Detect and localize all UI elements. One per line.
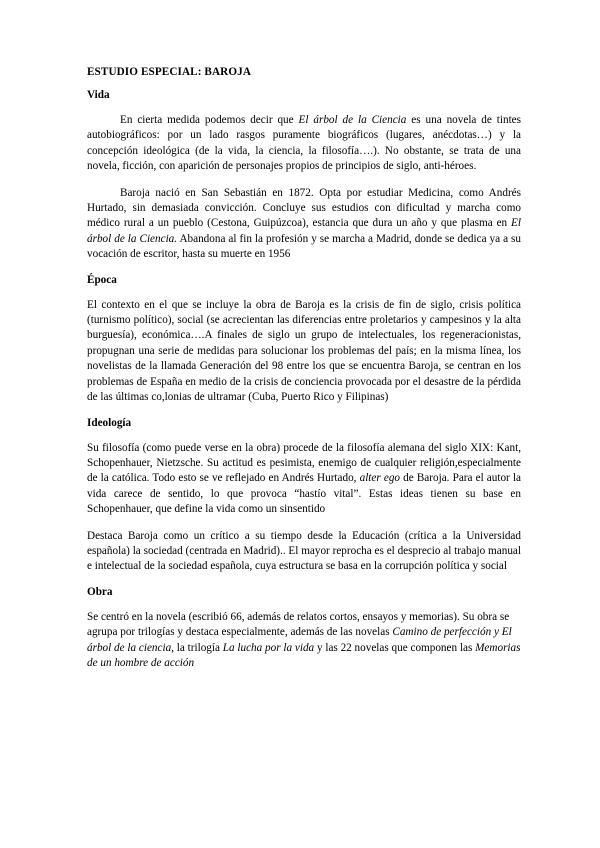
section-heading-epoca: Época	[87, 273, 117, 286]
text-run: la trilogía	[174, 641, 223, 654]
text-run: Su filosofía (como puede verse en la obra) procede de la filosofía alemana del siglo XIX: Kant, Schopenhauer, Nietzsche. Su actitud es pesimista, enemigo de cualquier religión,especialmente de la católica. Todo esto se ve reflejado en Andrés Hurtado,	[87, 441, 521, 485]
obra-paragraph-1	[87, 610, 521, 672]
italic-title-run: La lucha por la vida	[222, 641, 315, 654]
italic-term-run: alter ego	[359, 472, 401, 485]
italic-title-run: Camino de perfección y El árbol de la ciencia,	[87, 626, 512, 654]
document-title: ESTUDIO ESPECIAL: BAROJA	[87, 66, 252, 78]
italic-title-run: El árbol de la Ciencia	[298, 114, 407, 126]
italic-title-run: Memorias de un hombre de acción	[87, 641, 521, 669]
ideologia-paragraph-1	[87, 441, 521, 518]
text-run: En cierta medida podemos decir que	[120, 114, 299, 126]
ideologia-paragraph-2: Destaca Baroja como un crítico a su tiempo desde la Educación (crítica a la Universidad española) la sociedad (centrada en Madrid).. El mayor reprocha es el desprecio al trabajo manual e intelectual de la sociedad española, cuya estructura se basa en la corrupción política y social	[87, 529, 521, 573]
document-body	[87, 66, 521, 682]
text-run: Abandona al fin la profesión y se marcha a Madrid, donde se dedica ya a su vocación de escritor, hasta su muerte en 1956	[87, 232, 521, 261]
epoca-paragraph-1: El contexto en el que se incluye la obra de Baroja es la crisis de fin de siglo, crisis política (turnismo político), social (se acrecientan las diferencias entre proletarios y campesinos y la alta burguesía), económica….A finales de siglo un grupo de intelectuales, los regeneracionistas, propugnan una serie de medidas para solucionar los problemas del país; en la misma línea, los novelistas de la llamada Generación del 98 entre los que se encuentra Baroja, se centran en los problemas de España en medio de la crisis de conciencia provocada por el desastre de la pérdida de las últimas co,lonias de ultramar (Cuba, Puerto Rico y Filipinas)	[87, 298, 521, 404]
text-run: y las 22 novelas que componen las	[314, 641, 476, 654]
section-heading-obra: Obra	[87, 585, 113, 598]
text-run: es una novela de tintes autobiográficos: por un lado rasgos puramente biográficos (lugares, anécdotas…) y la concepción ideológica (de la vida, la ciencia, la filosofía….). No obstante, se trata de una novela, ficción, con aparición de personajes propios de principios de siglo, anti-héroes.	[87, 114, 521, 173]
text-run: de Baroja. Para el autor la vida carece de sentido, lo que provoca “hastío vital”. Estas ideas tienen su base en Schopenhauer, que define la vida como un sinsentido	[87, 472, 521, 516]
text-run: Baroja nació en San Sebastián en 1872. Opta por estudiar Medicina, como Andrés Hurtado, sin demasiada convicción. Concluye sus estudios con dificultad y marcha como médico rural a un pueblo (Cestona, Guipúzcoa), estancia que dura un año y que plasma en	[87, 186, 521, 230]
vida-paragraph-2	[87, 186, 521, 263]
section-heading-ideologia: Ideología	[87, 416, 132, 429]
text-run: Se centró en la novela (escribió 66, además de relatos cortos, ensayos y memorias). Su obra se agrupa por trilogías y destaca especialmente, además de las novelas	[87, 610, 510, 639]
section-heading-vida: Vida	[87, 89, 110, 101]
italic-title-run: El árbol de la Ciencia.	[87, 217, 521, 245]
vida-paragraph-1	[87, 113, 521, 175]
